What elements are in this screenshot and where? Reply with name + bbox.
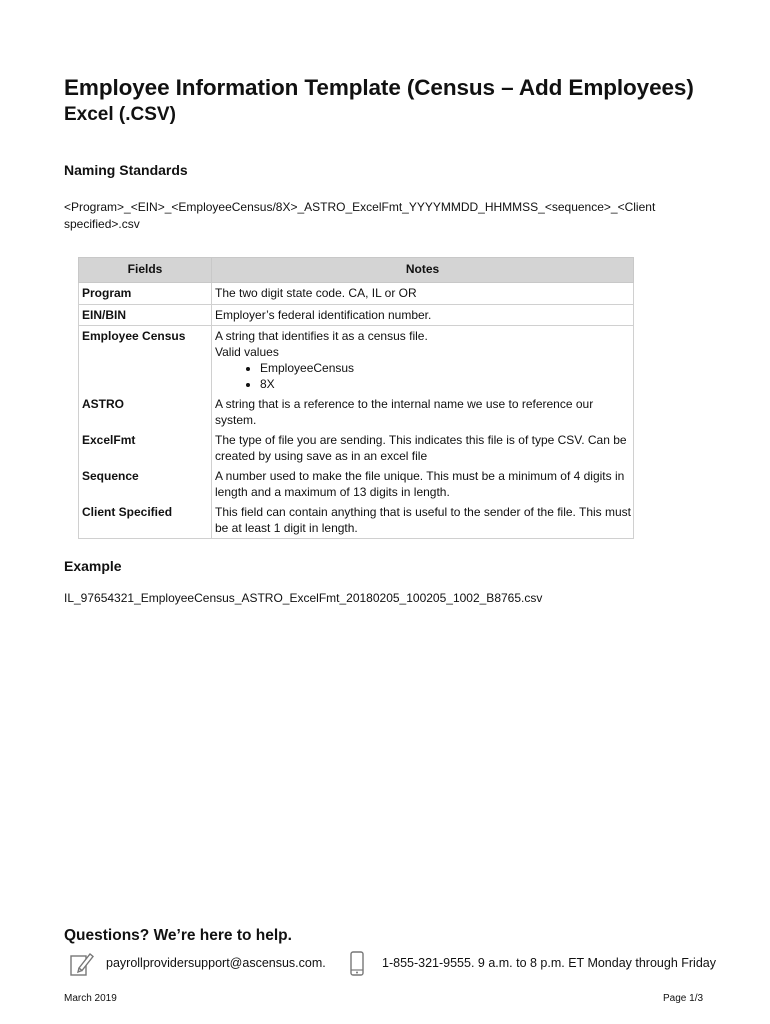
document-title: Employee Information Template (Census – Add Employees) bbox=[64, 75, 694, 100]
valid-values-label: Valid values bbox=[215, 344, 279, 359]
field-name: Program bbox=[79, 283, 212, 305]
field-note-cell bbox=[212, 326, 634, 395]
table-row bbox=[79, 502, 634, 539]
support-phone[interactable]: 1-855-321-9555. 9 a.m. to 8 p.m. ET Monday through Friday bbox=[382, 956, 716, 970]
field-note: A number used to make the file unique. This must be a minimum of 4 digits in length and a maximum of 13 digits in length. bbox=[212, 466, 634, 502]
table-row bbox=[79, 304, 634, 326]
field-name: Employee Census bbox=[79, 326, 212, 395]
table-row bbox=[79, 283, 634, 305]
notes-column-header: Notes bbox=[212, 258, 634, 283]
questions-heading: Questions? We’re here to help. bbox=[64, 927, 292, 944]
fields-column-header: Fields bbox=[79, 258, 212, 283]
naming-standards-heading: Naming Standards bbox=[64, 162, 188, 178]
table-row bbox=[79, 394, 634, 430]
list-item: • 8X bbox=[260, 377, 631, 393]
field-name: Client Specified bbox=[79, 502, 212, 539]
page-number: Page 1/3 bbox=[663, 993, 704, 1004]
fields-table bbox=[78, 257, 634, 539]
field-note: This field can contain anything that is useful to the sender of the file. This must be at least 1 digit in length. bbox=[212, 502, 634, 539]
example-filename: IL_97654321_EmployeeCensus_ASTRO_ExcelFmt_20180205_100205_1002_B8765.csv bbox=[64, 591, 543, 605]
list-item: • EmployeeCensus bbox=[260, 361, 631, 377]
field-note: Employer’s federal identification number. bbox=[212, 304, 634, 326]
field-note: A string that is a reference to the internal name we use to reference our system. bbox=[212, 394, 634, 430]
valid-values-list bbox=[215, 361, 631, 392]
field-note: The two digit state code. CA, IL or OR bbox=[212, 283, 634, 305]
field-name: Sequence bbox=[79, 466, 212, 502]
footer-date: March 2019 bbox=[64, 993, 117, 1004]
field-note: A string that identifies it as a census file. bbox=[215, 329, 428, 343]
pencil-icon bbox=[70, 951, 94, 977]
contact-row bbox=[64, 951, 744, 977]
naming-pattern: <Program>_<EIN>_<EmployeeCensus/8X>_ASTRO_ExcelFmt_YYYYMMDD_HHMMSS_<sequence>_<Client specified>.csv bbox=[64, 200, 656, 231]
document-subtitle: Excel (.CSV) bbox=[64, 104, 176, 125]
example-heading: Example bbox=[64, 558, 122, 574]
table-row bbox=[79, 326, 634, 395]
phone-icon bbox=[349, 951, 365, 977]
field-note: The type of file you are sending. This indicates this file is of type CSV. Can be created by using save as in an excel file bbox=[212, 430, 634, 466]
field-name: ExcelFmt bbox=[79, 430, 212, 466]
field-name: ASTRO bbox=[79, 394, 212, 430]
table-row bbox=[79, 430, 634, 466]
support-email-link[interactable]: payrollprovidersupport@ascensus.com. bbox=[106, 956, 326, 970]
table-row bbox=[79, 466, 634, 502]
field-name: EIN/BIN bbox=[79, 304, 212, 326]
